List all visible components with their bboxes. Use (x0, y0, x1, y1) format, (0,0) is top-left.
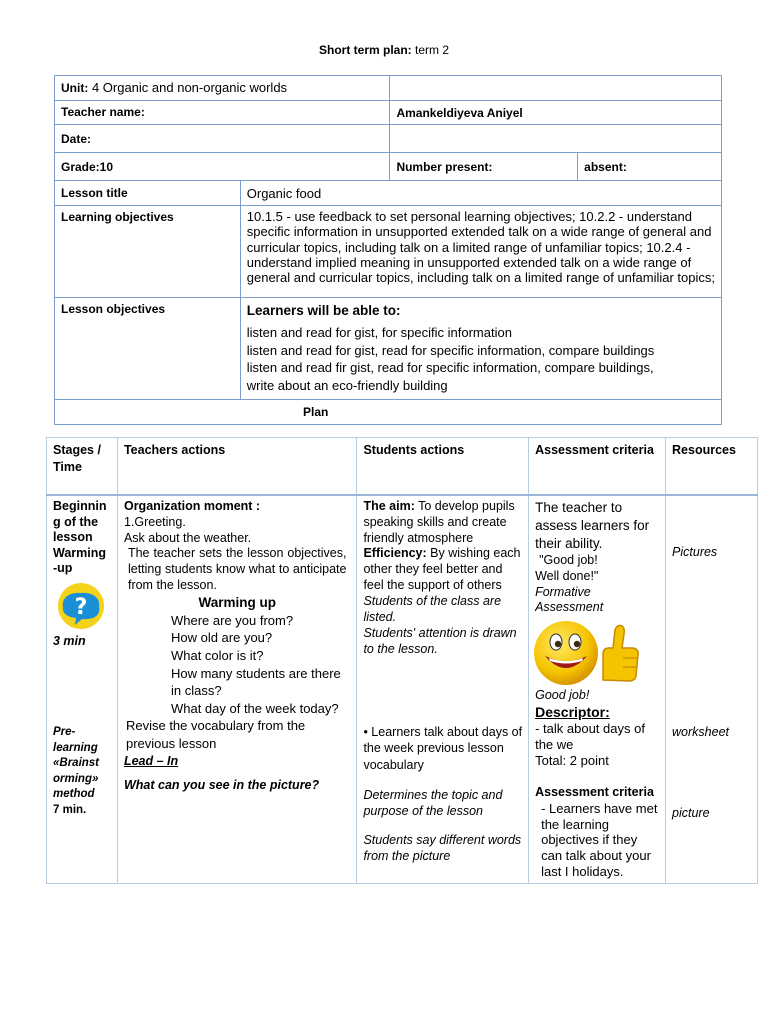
teacher-name-label: Teacher name: (55, 101, 390, 125)
question-icon (55, 583, 107, 631)
warming-up-heading: Warming up (198, 594, 276, 610)
header-students-actions: Students actions (357, 438, 529, 496)
unit-cell: Unit: 4 Organic and non-organic worlds (55, 76, 390, 101)
students-listed: Students of the class are listed. (363, 593, 502, 624)
lesson-objectives-label: Lesson objectives (55, 298, 241, 400)
lesson-title-label: Lesson title (55, 181, 241, 206)
determines-topic: Determines the topic and purpose of the lesson (363, 788, 503, 819)
teacher-assess-text: The teacher to assess learners for their ability. (535, 500, 650, 551)
objective-line: listen and read for gist, read for specific information, compare buildings (246, 342, 655, 358)
assessment-cell (529, 495, 666, 883)
sets-lesson-text: The teacher sets the lesson objectives, letting students know what to anticipate from the lesson. (127, 546, 347, 592)
learning-objectives-label: Learning objectives (55, 206, 241, 298)
criteria-heading: Assessment criteria (535, 784, 654, 799)
criteria-text: - Learners have met the learning objectives if they can talk about your last I holidays. (541, 800, 658, 879)
learners-talk-days: • Learners talk about days of the week previous lesson vocabulary (363, 724, 523, 772)
lesson-objectives-value (240, 298, 721, 400)
thumbs-up-smiley-icon (533, 620, 643, 686)
objective-line: write about an eco-friendly building (246, 378, 448, 394)
header-teacher-actions: Teachers actions (117, 438, 356, 496)
descriptor-heading: Descriptor: (535, 703, 610, 720)
students-attention: Students' attention is drawn to the lesson. (363, 626, 517, 657)
resources-cell (666, 495, 758, 883)
grade-label: Grade:10 (55, 153, 390, 181)
learning-objectives-value: 10.1.5 - use feedback to set personal learning objectives; 10.2.2 - understand specific information in unsupported extended talk on a wide range of general and curricular topics, including talk on a limited range of unfamiliar topics; 10.2.4 - understand implied meaning in unsupported extended talk on a wide range of general and curricular topics, including talk on a limited range of unfamiliar topics; (240, 206, 721, 298)
greeting-text: 1.Greeting. (123, 514, 186, 529)
good-job-quote: "Good job! (539, 553, 598, 567)
question-item: What color is it? (170, 647, 264, 663)
stage-time-1: 3 min (53, 633, 86, 648)
stage-pre-learning: Pre-learning «Brainst orming» method (53, 726, 100, 801)
objectives-heading: Learners will be able to: (246, 303, 401, 318)
descriptor-talk-days: - talk about days of the we (535, 720, 645, 752)
lesson-info-table (54, 75, 722, 425)
weather-text: Ask about the weather. (123, 530, 252, 545)
teacher-actions-cell (117, 495, 356, 883)
lead-in-heading: Lead – In (123, 753, 179, 768)
svg-text:?: ? (74, 594, 88, 620)
stages-cell (47, 495, 118, 883)
total-points: Total: 2 point (535, 752, 609, 768)
resource-pictures: Pictures (672, 545, 718, 559)
header-stages: Stages / Time (47, 438, 118, 496)
stage-time-2: 7 min. (53, 803, 87, 816)
students-say-words: Students say different words from the picture (363, 833, 522, 863)
header-assessment-criteria: Assessment criteria (529, 438, 666, 496)
question-item: Where are you from? (170, 612, 294, 628)
stage-beginning: Beginnin g of the lesson Warming -up (53, 499, 107, 575)
resource-worksheet: worksheet (672, 724, 730, 739)
warming-up-questions (124, 612, 350, 718)
plan-label: Plan (55, 399, 722, 424)
objective-line: listen and read fir gist, read for specific information, compare buildings, (246, 360, 654, 376)
objective-line: listen and read for gist, for specific information (246, 324, 512, 340)
aim-text: The aim: To develop pupils speaking skills and create friendly atmosphere (363, 499, 515, 545)
question-item: What day of the week today? (170, 700, 339, 716)
question-item: How many students are there in class? (170, 665, 341, 699)
absent-label: absent: (578, 153, 722, 181)
efficiency-text: Efficiency: By wishing each other they feel better and feel the support of others (363, 546, 521, 592)
page-title: Short term plan: term 2 (318, 43, 449, 57)
lesson-title-value: Organic food (240, 181, 721, 206)
date-label: Date: (55, 125, 390, 153)
header-resources: Resources (666, 438, 758, 496)
students-actions-cell (357, 495, 529, 883)
well-done-text: Well done!" (535, 568, 599, 583)
formative-assessment: Formative Assessment (535, 584, 604, 615)
good-job-text: Good job! (535, 688, 590, 703)
question-item: How old are you? (170, 630, 273, 646)
number-present-label: Number present: (390, 153, 578, 181)
teacher-name-value: Amankeldiyeva Aniyel (390, 101, 722, 125)
plan-table (46, 437, 758, 884)
picture-question: What can you see in the picture? (123, 778, 320, 793)
revise-text: Revise the vocabulary from the previous lesson (125, 718, 306, 751)
org-moment-heading: Organization moment : (123, 499, 261, 513)
resource-picture: picture (672, 805, 710, 820)
